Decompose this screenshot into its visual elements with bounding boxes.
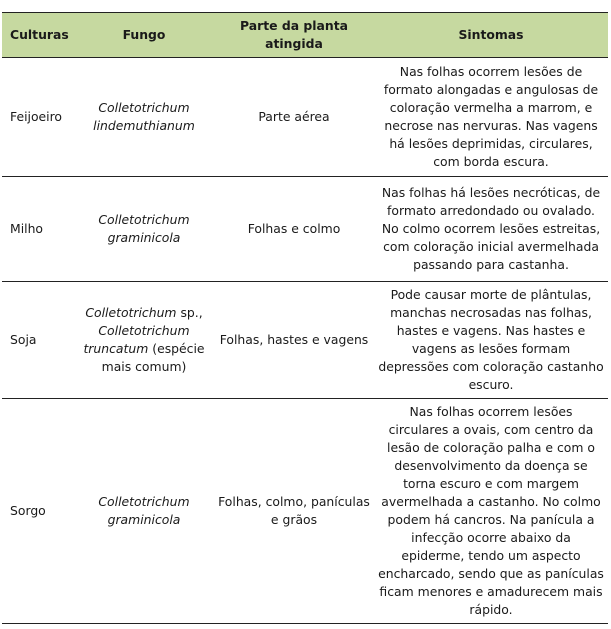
fungo-species: Colletotrichum lindemuthianum [93,100,195,133]
cell-fungo [74,282,214,399]
header-parte: Parte da planta atingida [214,13,374,58]
header-sintomas: Sintomas [374,13,608,58]
table-row [2,399,608,624]
fungo-note-2: (espécie mais comum) [101,341,205,374]
cell-cultura: Milho [2,177,74,282]
header-fungo: Fungo [74,13,214,58]
fungo-species: Colletotrichum graminicola [98,212,190,245]
header-culturas: Culturas [2,13,74,58]
fungo-species: Colletotrichum [85,305,177,320]
table-row [2,177,608,282]
fungo-species: Colletotrichum graminicola [98,494,190,527]
cell-cultura: Feijoeiro [2,58,74,177]
cell-sintomas: Pode causar morte de plântulas, manchas necrosadas nas folhas, hastes e vagens. Nas hastes e vagens as lesões formam depressões com coloração castanho escuro. [374,282,608,399]
cell-fungo [74,399,214,624]
header-row [2,13,608,58]
cell-sintomas: Nas folhas ocorrem lesões de formato alongadas e angulosas de coloração vermelha a marrom, e necrose nas nervuras. Nas vagens há lesões deprimidas, circulares, com borda escura. [374,58,608,177]
cell-fungo [74,177,214,282]
cell-parte: Folhas e colmo [214,177,374,282]
fungo-species-2: Colletotrichum truncatum [83,323,190,356]
cell-parte: Folhas, colmo, panículas e grãos [214,399,374,624]
cell-sintomas: Nas folhas ocorrem lesões circulares a ovais, com centro da lesão de coloração palha e com o desenvolvimento da doença se torna escuro e com margem avermelhada a castanho. No colmo podem há cancros. Na panícula a infecção ocorre abaixo da epiderme, tendo um aspecto encharcado, sendo que as panículas ficam menores e amadurecem mais rápido. [374,399,608,624]
cell-parte: Folhas, hastes e vagens [214,282,374,399]
disease-table-container [2,12,608,624]
table-row [2,282,608,399]
fungo-note: sp., [176,305,203,320]
cell-parte: Parte aérea [214,58,374,177]
anthracnose-table [2,12,608,624]
cell-cultura: Sorgo [2,399,74,624]
cell-cultura: Soja [2,282,74,399]
cell-sintomas: Nas folhas há lesões necróticas, de formato arredondado ou ovalado. No colmo ocorrem lesões estreitas, com coloração inicial avermelhada passando para castanha. [374,177,608,282]
table-row [2,58,608,177]
cell-fungo [74,58,214,177]
